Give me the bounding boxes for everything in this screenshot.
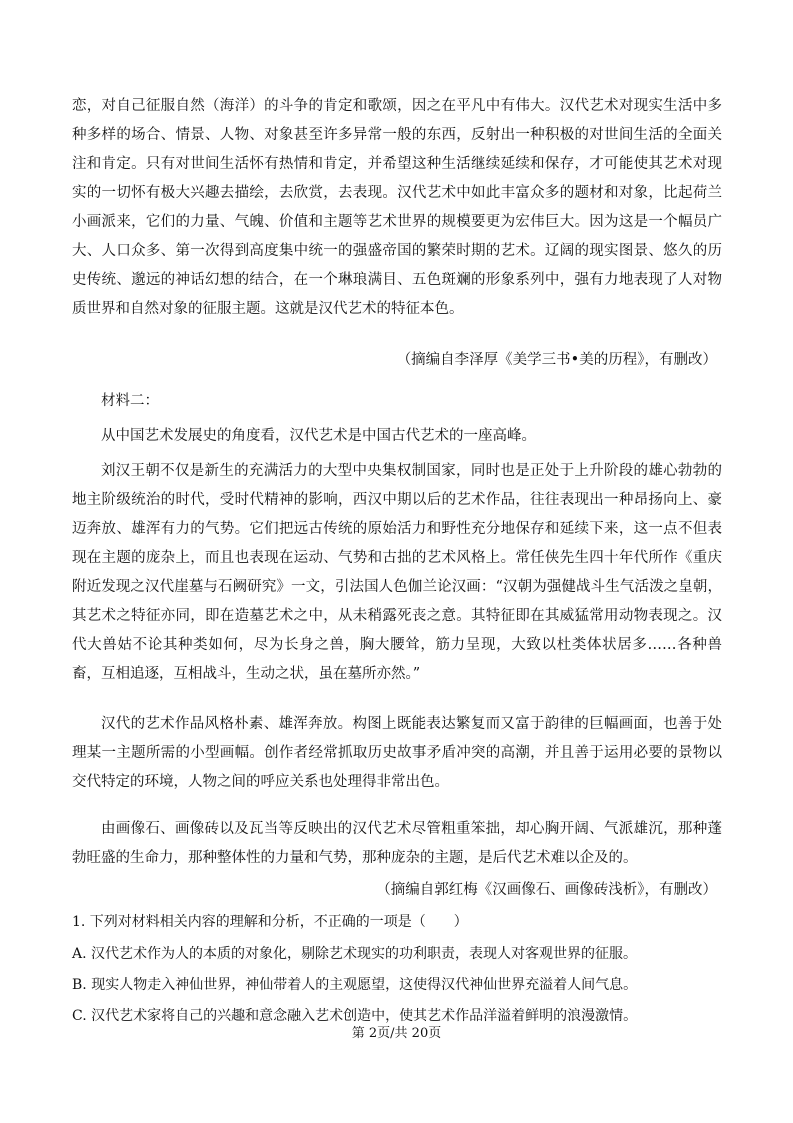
- question-option-a: A. 汉代艺术作为人的本质的对象化，剔除艺术现实的功利职责，表现人对客观世界的征服。: [72, 946, 638, 962]
- material2-paragraph-3: 汉代的艺术作品风格朴素、雄浑奔放。构图上既能表达繁复而又富于韵律的巨幅画面，也善于处理某一主题所需的小型画幅。创作者经常抓取历史故事矛盾冲突的高潮，并且善于运用必要的景物以交代特定的环境，人物之间的呼应关系也处理得非常出色。: [72, 716, 722, 790]
- question-option-c: C. 汉代艺术家将自己的兴趣和意念融入艺术创造中，使其艺术作品洋溢着鲜明的浪漫激情。: [72, 1008, 638, 1024]
- question-option-b: B. 现实人物走入神仙世界，神仙带着人的主观愿望，这使得汉代神仙世界充溢着人间气息。: [72, 977, 638, 993]
- material2-paragraph-4: 由画像石、画像砖以及瓦当等反映出的汉代艺术尽管粗重笨拙，却心胸开阔、气派雄沉，那种蓬勃旺盛的生命力，那种整体性的力量和气势，那种庞杂的主题，是后代艺术难以企及的。: [72, 821, 722, 866]
- material1-continuation: 恋，对自己征服自然（海洋）的斗争的肯定和歌颂，因之在平凡中有伟大。汉代艺术对现实生活中多种多样的场合、情景、人物、对象甚至许多异常一般的东西，反射出一种积极的对世间生活的全面关注和肯定。只有对世间生活怀有热情和肯定，并希望这种生活继续延续和保存，才可能使其艺术对现实的一切怀有极大兴趣去描绘，去欣赏，去表现。汉代艺术中如此丰富众多的题材和对象，比起荷兰小画派来，它们的力量、气魄、价值和主题等艺术世界的规模要更为宏伟巨大。因为这是一个幅员广大、人口众多、第一次得到高度集中统一的强盛帝国的繁荣时期的艺术。辽阔的现实图景、悠久的历史传统、邈远的神话幻想的结合，在一个琳琅满目、五色斑斓的形象系列中，强有力地表现了人对物质世界和自然对象的征服主题。这就是汉代艺术的特征本色。: [72, 98, 722, 317]
- question-stem: 1. 下列对材料相关内容的理解和分析，不正确的一项是（ ）: [72, 914, 468, 930]
- material1-source: （摘编自李泽厚《美学三书•美的历程》，有删改）: [396, 352, 717, 368]
- page-footer: 第 2页/共 20页: [351, 1026, 442, 1041]
- material2-paragraph-1: 从中国艺术发展史的角度看，汉代艺术是中国古代艺术的一座高峰。: [101, 428, 536, 444]
- material2-paragraph-2: 刘汉王朝不仅是新生的充满活力的大型中央集权制国家，同时也是正处于上升阶段的雄心勃勃的地主阶级统治的时代，受时代精神的影响，西汉中期以后的艺术作品，往往表现出一种昂扬向上、豪迈奔放、雄浑有力的气势。它们把远古传统的原始活力和野性充分地保存和延续下来，这一点不但表现在主题的庞杂上，而且也表现在运动、气势和古拙的艺术风格上。常任侠先生四十年代所作《重庆附近发现之汉代崖墓与石阙研究》一文，引法国人色伽兰论汉画：“汉朝为强健战斗生气活泼之皇朝，其艺术之特征亦同，即在造墓艺术之中，从未稍露死丧之意。其特征即在其威猛常用动物表现之。汉代大兽姑不论其种类如何，尽为长身之兽，胸大腰耸，筋力呈现，大致以杜类体状居多……各种兽畜，互相追逐，互相战斗，生动之状，虽在墓所亦然。”: [72, 463, 722, 682]
- material2-heading: 材料二：: [101, 393, 159, 409]
- material2-source: （摘编自郭红梅《汉画像石、画像砖浅析》，有删改）: [376, 882, 717, 898]
